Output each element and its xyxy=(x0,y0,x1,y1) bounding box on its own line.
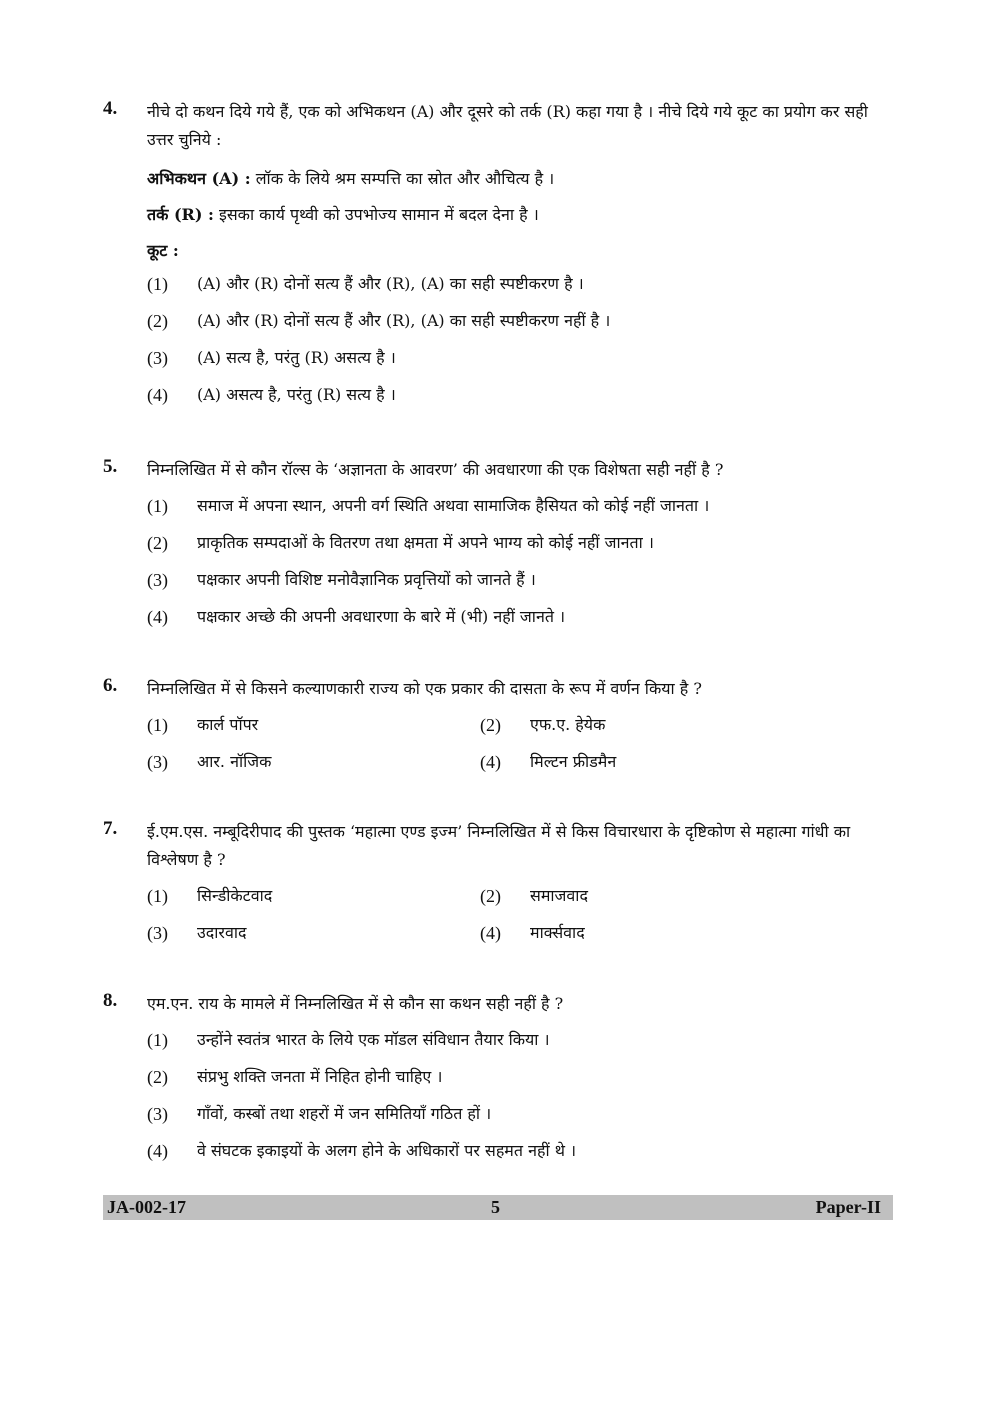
option-number: (4) xyxy=(480,752,501,772)
option-row xyxy=(147,880,878,917)
option-number: (3) xyxy=(147,752,168,772)
page-number: 5 xyxy=(491,1197,500,1217)
option-text: वे संघटक इकाइयों के अलग होने के अधिकारों पर सहमत नहीं थे । xyxy=(197,1141,577,1160)
option-row xyxy=(147,601,878,638)
question-5 xyxy=(103,456,878,638)
option-text: एफ.ए. हेयेक xyxy=(530,715,606,734)
option-number: (1) xyxy=(147,886,168,906)
question-text: निम्नलिखित में से कौन रॉल्स के ‘अज्ञानता के आवरण’ की अवधारणा की एक विशेषता सही नहीं है ? xyxy=(147,460,724,479)
option-row xyxy=(147,1061,878,1098)
question-text: नीचे दो कथन दिये गये हैं, एक को अभिकथन (A) और दूसरे को तर्क (R) कहा गया है । नीचे दिये गये कूट का प्रयोग कर सही उत्तर चुनिये : xyxy=(147,102,868,149)
option-text: संप्रभु शक्ति जनता में निहित होनी चाहिए । xyxy=(197,1067,443,1086)
option-text: सिन्डीकेटवाद xyxy=(197,886,273,905)
question-text: ई.एम.एस. नम्बूदिरीपाद की पुस्तक ‘महात्मा एण्ड इज्म’ निम्नलिखित में से किस विचारधारा के दृष्टिकोण से महात्मा गांधी का विश्लेषण है ? xyxy=(147,822,851,869)
option-number: (2) xyxy=(480,886,501,906)
option-row xyxy=(147,527,878,564)
option-row xyxy=(147,490,878,527)
option-row xyxy=(147,1098,878,1135)
option-text: (A) और (R) दोनों सत्य हैं और (R), (A) का सही स्पष्टीकरण है । xyxy=(197,274,584,293)
paper-code: JA-002-17 xyxy=(107,1197,186,1217)
question-number: 5. xyxy=(103,456,118,477)
option-number: (2) xyxy=(147,533,168,553)
option-row xyxy=(147,342,878,379)
question-8 xyxy=(103,990,878,1172)
option-text: (A) सत्य है, परंतु (R) असत्य है । xyxy=(197,348,396,367)
option-number: (1) xyxy=(147,496,168,516)
option-number: (3) xyxy=(147,1104,168,1124)
option-text: समाजवाद xyxy=(530,886,588,905)
option-row xyxy=(147,709,878,746)
option-number: (2) xyxy=(147,1067,168,1087)
question-6 xyxy=(103,675,878,783)
reason-text: इसका कार्य पृथ्वी को उपभोज्य सामान में बदल देना है । xyxy=(213,205,539,224)
option-number: (4) xyxy=(480,923,501,943)
option-number: (2) xyxy=(480,715,501,735)
reason-line xyxy=(147,204,878,226)
question-number: 8. xyxy=(103,990,118,1011)
option-number: (1) xyxy=(147,715,168,735)
option-number: (4) xyxy=(147,385,168,405)
option-text: (A) और (R) दोनों सत्य हैं और (R), (A) का सही स्पष्टीकरण नहीं है । xyxy=(197,311,611,330)
option-text: प्राकृतिक सम्पदाओं के वितरण तथा क्षमता में अपने भाग्य को कोई नहीं जानता । xyxy=(197,533,654,552)
option-text: मार्क्सवाद xyxy=(530,923,585,942)
assertion-label: अभिकथन (A) : xyxy=(147,169,251,188)
assertion-line xyxy=(147,168,878,190)
assertion-text: लॉक के लिये श्रम सम्पत्ति का स्रोत और औचित्य है । xyxy=(250,169,555,188)
option-text: आर. नॉजिक xyxy=(197,752,272,771)
option-row xyxy=(147,917,878,954)
option-text: मिल्टन फ्रीडमैन xyxy=(530,752,617,771)
option-row xyxy=(147,268,878,305)
option-number: (4) xyxy=(147,607,168,627)
option-text: पक्षकार अपनी विशिष्ट मनोवैज्ञानिक प्रवृत्तियों को जानते हैं । xyxy=(197,570,536,589)
option-text: गाँवों, कस्बों तथा शहरों में जन समितियाँ गठित हों । xyxy=(197,1104,492,1123)
option-number: (3) xyxy=(147,923,168,943)
option-number: (2) xyxy=(147,311,168,331)
option-row xyxy=(147,746,878,783)
option-row xyxy=(147,379,878,416)
option-number: (3) xyxy=(147,570,168,590)
question-number: 4. xyxy=(103,98,118,119)
code-label: कूट : xyxy=(147,241,179,260)
option-row xyxy=(147,1024,878,1061)
option-row xyxy=(147,305,878,342)
option-text: पक्षकार अच्छे की अपनी अवधारणा के बारे में (भी) नहीं जानते । xyxy=(197,607,566,626)
option-number: (4) xyxy=(147,1141,168,1161)
question-4 xyxy=(103,98,878,416)
option-row xyxy=(147,1135,878,1172)
option-text: समाज में अपना स्थान, अपनी वर्ग स्थिति अथवा सामाजिक हैसियत को कोई नहीं जानता । xyxy=(197,496,710,515)
option-number: (3) xyxy=(147,348,168,368)
option-number: (1) xyxy=(147,274,168,294)
question-7 xyxy=(103,818,878,954)
option-text: उदारवाद xyxy=(197,923,247,942)
question-number: 6. xyxy=(103,675,118,696)
question-text: एम.एन. राय के मामले में निम्नलिखित में से कौन सा कथन सही नहीं है ? xyxy=(147,994,564,1013)
paper-label: Paper-II xyxy=(815,1197,881,1217)
option-number: (1) xyxy=(147,1030,168,1050)
option-text: (A) असत्य है, परंतु (R) सत्य है । xyxy=(197,385,396,404)
question-text: निम्नलिखित में से किसने कल्याणकारी राज्य को एक प्रकार की दासता के रूप में वर्णन किया है ? xyxy=(147,679,702,698)
option-text: कार्ल पॉपर xyxy=(197,715,259,734)
question-number: 7. xyxy=(103,818,118,839)
reason-label: तर्क (R) : xyxy=(147,205,214,224)
option-text: उन्होंने स्वतंत्र भारत के लिये एक मॉडल संविधान तैयार किया । xyxy=(197,1030,550,1049)
option-row xyxy=(147,564,878,601)
page-footer xyxy=(103,1195,893,1220)
